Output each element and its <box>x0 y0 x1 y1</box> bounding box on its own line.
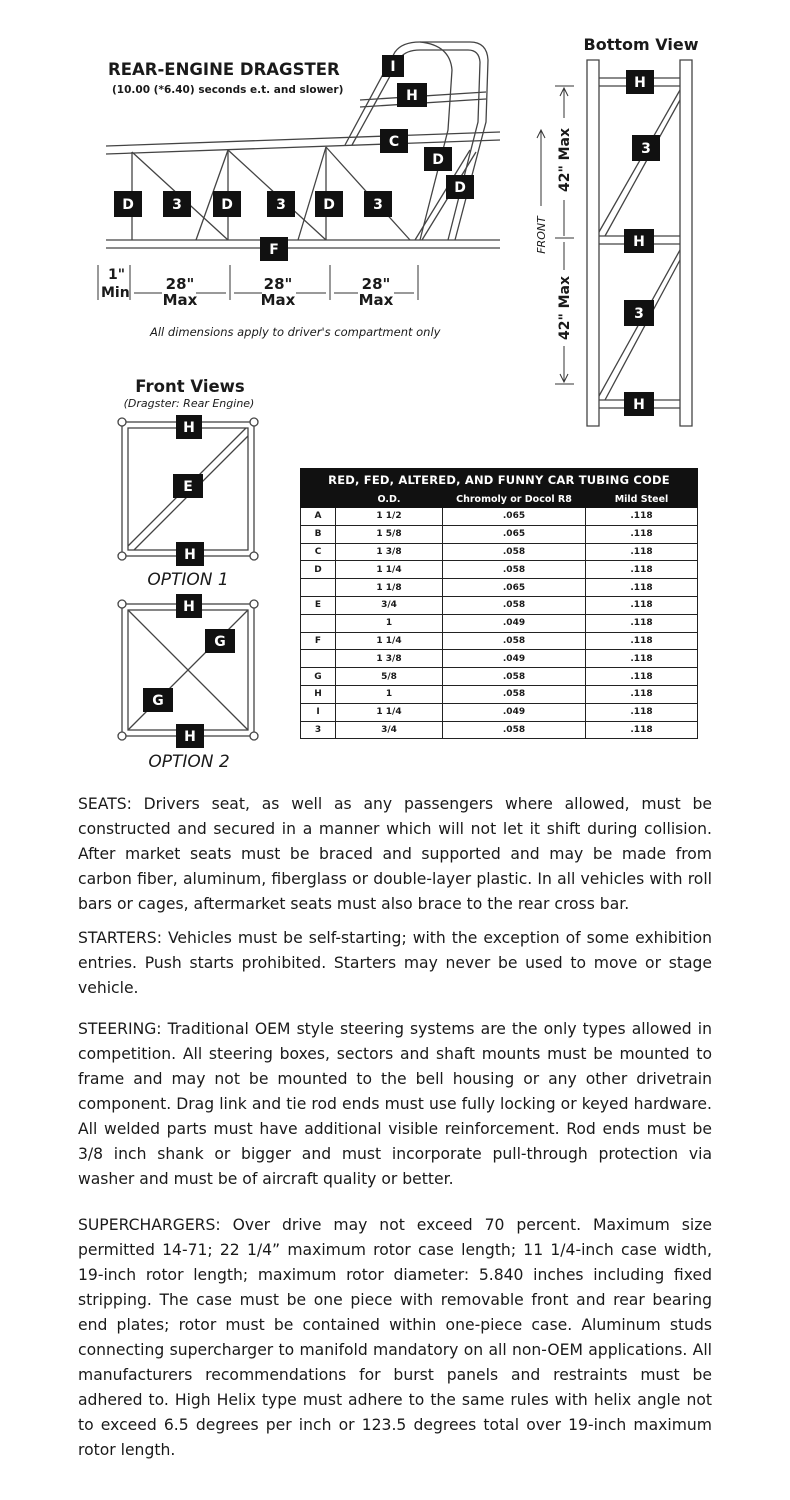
table-cell: .058 <box>443 668 586 686</box>
column-header-code <box>301 492 336 508</box>
table-row <box>301 668 698 686</box>
side-tag-c <box>380 129 408 153</box>
table-cell: .118 <box>586 561 698 579</box>
table-cell: .058 <box>443 721 586 739</box>
spacing-3-label: Max <box>358 291 394 309</box>
table-row <box>301 685 698 703</box>
table-cell: .058 <box>443 632 586 650</box>
option-2-frame <box>118 600 258 740</box>
side-tag-3b <box>267 191 295 217</box>
svg-text:3: 3 <box>172 197 182 213</box>
table-cell: 1 <box>336 614 443 632</box>
svg-text:D: D <box>454 180 466 196</box>
table-cell: 1 1/4 <box>336 632 443 650</box>
table-cell: .058 <box>443 685 586 703</box>
spacing-2-label: Max <box>260 291 296 309</box>
table-cell: 3 <box>301 721 336 739</box>
table-cell: H <box>301 685 336 703</box>
table-cell: 1 1/2 <box>336 508 443 526</box>
seats-paragraph: SEATS: Drivers seat, as well as any passengers where allowed, must be constructed and secured in a manner which will not let it shift during collision. After market seats must be braced and supported and may be made from carbon fiber, aluminum, fiberglass or double-layer plastic. In all vehicles with roll bars or cages, aftermarket seats must also brace to the rear cross bar. <box>78 795 712 913</box>
table-cell: .118 <box>586 579 698 597</box>
table-cell: .058 <box>443 561 586 579</box>
svg-text:H: H <box>184 547 196 563</box>
svg-text:I: I <box>390 59 396 75</box>
table-cell: .058 <box>443 543 586 561</box>
table-cell: .118 <box>586 668 698 686</box>
table-row <box>301 650 698 668</box>
svg-text:G: G <box>214 634 226 650</box>
table-cell: .065 <box>443 579 586 597</box>
starters-paragraph: STARTERS: Vehicles must be self-starting; with the exception of some exhibition entries. Push starts prohibited. Starters may never be used to move or stage vehicle. <box>78 929 712 997</box>
svg-text:3: 3 <box>373 197 383 213</box>
table-cell <box>301 650 336 668</box>
tubing-code-table <box>300 468 698 739</box>
table-cell: .049 <box>443 703 586 721</box>
column-header-od: O.D. <box>336 492 443 508</box>
side-view-title: REAR-ENGINE DRAGSTER <box>108 60 340 79</box>
table-cell: 3/4 <box>336 721 443 739</box>
option-2-tag-g2 <box>143 688 173 712</box>
option-1-tag-e <box>173 474 203 498</box>
dimension-note: All dimensions apply to driver's compartment only <box>150 325 441 339</box>
bottom-tag-3a <box>632 135 660 161</box>
table-cell: .065 <box>443 525 586 543</box>
side-tag-3c <box>364 191 392 217</box>
table-cell: A <box>301 508 336 526</box>
option-2-tag-h-bottom <box>176 724 204 748</box>
superchargers-paragraph: SUPERCHARGERS: Over drive may not exceed 70 percent. Maximum size permitted 14-71; 22 1/4” maximum rotor case length; 11 1/4-inch case width, 19-inch rotor length; maximum rotor diameter: 5.840 inches including fixed stripping. The case must be one piece with removable front and rear bearing end plates; rotor must be contained within one-piece case. Aluminum studs connecting supercharger to manifold mandatory on all non-OEM applications. All manufacturers recommendations for burst panels and restraints must be adhered to. High Helix type must adhere to the same rules with helix angle not to exceed 6.5 degrees per inch or 123.5 degrees total over 19-inch maximum rotor length. <box>78 1216 712 1459</box>
table-cell: B <box>301 525 336 543</box>
table-cell <box>301 579 336 597</box>
table-cell: 5/8 <box>336 668 443 686</box>
bottom-tag-3b <box>624 300 654 326</box>
svg-text:3: 3 <box>641 141 651 157</box>
tubing-table-title: RED, FED, ALTERED, AND FUNNY CAR TUBING CODE <box>301 469 698 492</box>
table-cell: .118 <box>586 632 698 650</box>
table-cell: .118 <box>586 525 698 543</box>
table-cell: .118 <box>586 596 698 614</box>
table-cell: .065 <box>443 508 586 526</box>
side-tag-d2 <box>446 175 474 199</box>
bottom-view-title: Bottom View <box>583 35 699 54</box>
table-cell: 1 1/8 <box>336 579 443 597</box>
side-view-subtitle: (10.00 (*6.40) seconds e.t. and slower) <box>112 84 344 96</box>
table-cell: 3/4 <box>336 596 443 614</box>
table-cell: .049 <box>443 614 586 632</box>
bottom-tag-h2 <box>624 229 654 253</box>
side-tag-f <box>260 237 288 261</box>
spacing-3-value: 28" <box>361 275 391 293</box>
svg-text:D: D <box>122 197 134 213</box>
side-tag-d4 <box>213 191 241 217</box>
table-row <box>301 632 698 650</box>
min-dimension-value: 1" <box>108 267 126 283</box>
steering-paragraph: STEERING: Traditional OEM style steering systems are the only types allowed in competition. All steering boxes, sectors and shaft mounts must be mounted to frame and may not be mounted to the bell housing or any other drivetrain component. Drag link and tie rod ends must use fully locking or keyed hardware. All welded parts must have additional visible reinforcement. Rod ends must be 3/8 inch shank or bigger and must incorporate pull-through protection via washer and must be of aircraft quality or better. <box>78 1020 712 1188</box>
table-cell: .118 <box>586 543 698 561</box>
svg-text:H: H <box>184 729 196 745</box>
side-tag-d3 <box>114 191 142 217</box>
table-cell: .118 <box>586 650 698 668</box>
table-cell: 1 3/8 <box>336 650 443 668</box>
option-1-label: OPTION 1 <box>147 570 229 590</box>
table-cell: 1 1/4 <box>336 561 443 579</box>
table-cell: G <box>301 668 336 686</box>
table-cell: 1 1/4 <box>336 703 443 721</box>
svg-text:G: G <box>152 693 164 709</box>
column-header-mild-steel: Mild Steel <box>586 492 698 508</box>
table-cell: 1 5/8 <box>336 525 443 543</box>
svg-text:H: H <box>633 397 645 413</box>
front-views-title: Front Views <box>135 377 245 396</box>
table-row <box>301 614 698 632</box>
min-dimension-label: Min <box>101 285 130 301</box>
svg-text:H: H <box>633 234 645 250</box>
table-row <box>301 703 698 721</box>
spacing-1-value: 28" <box>165 275 195 293</box>
table-row <box>301 596 698 614</box>
table-cell: 1 3/8 <box>336 543 443 561</box>
table-cell: 1 <box>336 685 443 703</box>
option-2-label: OPTION 2 <box>148 752 230 772</box>
table-cell: .049 <box>443 650 586 668</box>
bottom-dimension-2: 42" Max <box>557 275 573 341</box>
table-cell: D <box>301 561 336 579</box>
svg-text:D: D <box>221 197 233 213</box>
table-row <box>301 721 698 739</box>
side-tag-h <box>397 83 427 107</box>
option-1-tag-h-bottom <box>176 542 204 566</box>
svg-text:D: D <box>432 152 444 168</box>
side-tag-d1 <box>424 147 452 171</box>
svg-text:E: E <box>183 479 193 495</box>
table-row <box>301 579 698 597</box>
front-direction-arrow <box>537 130 545 206</box>
table-row <box>301 543 698 561</box>
table-cell: .058 <box>443 596 586 614</box>
bottom-dimension-1: 42" Max <box>557 127 573 193</box>
table-cell: .118 <box>586 721 698 739</box>
bottom-tag-h1 <box>626 70 654 94</box>
option-2-tag-h-top <box>176 594 202 618</box>
svg-text:D: D <box>323 197 335 213</box>
svg-text:H: H <box>183 599 195 615</box>
table-cell: .118 <box>586 508 698 526</box>
svg-text:3: 3 <box>276 197 286 213</box>
side-tag-d5 <box>315 191 343 217</box>
column-header-chromoly: Chromoly or Docol R8 <box>443 492 586 508</box>
svg-text:H: H <box>634 75 646 91</box>
option-2-tag-g1 <box>205 629 235 653</box>
bottom-tag-h3 <box>624 392 654 416</box>
table-row <box>301 561 698 579</box>
table-cell: .118 <box>586 703 698 721</box>
front-views-subtitle: (Dragster: Rear Engine) <box>123 397 255 410</box>
table-row <box>301 525 698 543</box>
table-cell: E <box>301 596 336 614</box>
svg-text:H: H <box>406 88 418 104</box>
table-cell: .118 <box>586 685 698 703</box>
table-cell: I <box>301 703 336 721</box>
side-tag-i <box>382 55 404 77</box>
option-1-tag-h-top <box>176 415 202 439</box>
spacing-2-value: 28" <box>263 275 293 293</box>
table-cell: F <box>301 632 336 650</box>
svg-text:H: H <box>183 420 195 436</box>
table-row <box>301 508 698 526</box>
table-cell: C <box>301 543 336 561</box>
svg-text:3: 3 <box>634 306 644 322</box>
spacing-1-label: Max <box>162 291 198 309</box>
front-direction-label: FRONT <box>535 216 548 254</box>
table-cell: .118 <box>586 614 698 632</box>
svg-text:C: C <box>388 134 400 150</box>
table-cell <box>301 614 336 632</box>
svg-text:F: F <box>269 242 279 258</box>
side-tag-3a <box>163 191 191 217</box>
